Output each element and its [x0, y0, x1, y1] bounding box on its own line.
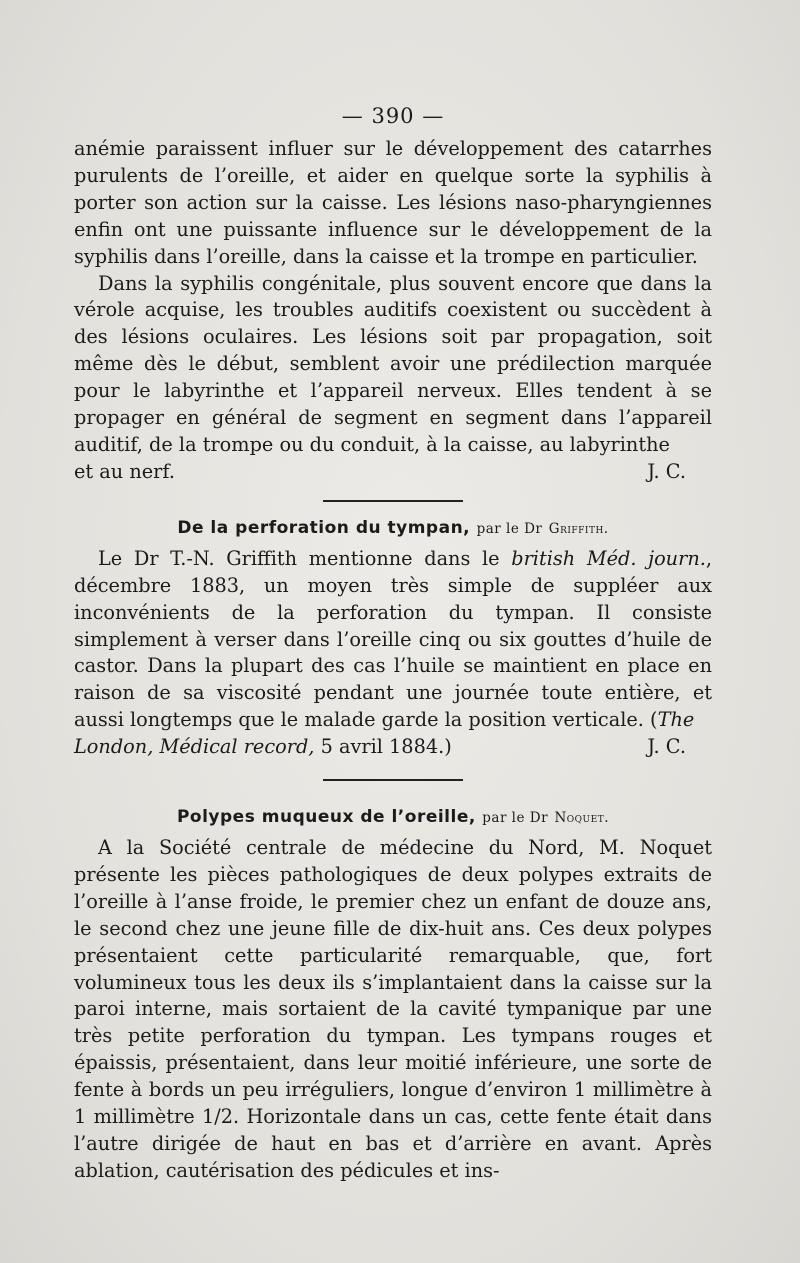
citation-date: 5 avril 1884.): [314, 735, 452, 759]
griffith-text-b: , décembre 1883, un moyen très simple de suppléer aux inconvénients de la perforation du tympan. Il consiste simplement à verser dans l’oreille cinq ou six gouttes d’huile de castor. Dans la plupart des cas l’huile se maintient en place en raison de sa viscosité pendant une journée toute entière, et aussi longtemps que le malade garde la position verticale. (: [74, 546, 713, 732]
section-heading-perforation: [74, 518, 712, 538]
section-title-polypes: Polypes muqueux de l’oreille,: [176, 807, 476, 828]
signature-jc-1: J. C.: [647, 459, 686, 483]
paragraph-syphilis-congenitale: Dans la syphilis congénitale, plus souvent encore que dans la vérole acquise, les troubles auditifs coexistent ou succèdent à des lésions oculaires. Les lésions soit par propagation, soit même dès le début, semblent avoir une prédilection marquée pour le labyrinthe et l’appareil nerveux. Elles tendent à se propager en général de segment en segment dans l’appareil auditif, de la trompe ou du conduit, à la caisse, au labyrinthe: [74, 271, 712, 456]
section-divider-2: [323, 779, 463, 781]
journal-london-record: London, Médical record,: [74, 735, 315, 759]
page-content: [74, 104, 712, 1185]
section-byline-2: par le Dr: [482, 810, 549, 827]
citation-line: [74, 734, 452, 761]
signature-line-2: [74, 734, 712, 761]
signature-line-1: [74, 459, 712, 486]
griffith-text-a: Le Dr T.-N. Griffith mentionne dans le: [98, 546, 512, 570]
section-title-perforation: De la perforation du tympan,: [177, 517, 471, 538]
section-heading-polypes: [74, 807, 712, 827]
page-number: — 390 —: [341, 104, 445, 128]
section-author-noquet: Noquet.: [554, 810, 610, 827]
journal-title: british Méd. journ.: [511, 546, 706, 570]
paragraph-griffith: [74, 546, 712, 734]
section-divider-1: [323, 500, 463, 502]
signature-jc-2: J. C.: [647, 735, 686, 759]
paragraph-anemie: anémie paraissent influer sur le développement des catarrhes purulents de l’oreille, et aider en quelque sorte la syphilis à porter son action sur la caisse. Les lésions naso-pharyngiennes enfin ont une puissante influence sur le développement de la syphilis dans l’oreille, dans la caisse et la trompe en particulier.: [74, 137, 712, 268]
section-byline-1: par le Dr: [476, 520, 543, 537]
section-author-griffith: Griffith.: [548, 520, 609, 537]
paragraph-end-line: et au nerf.: [74, 459, 175, 483]
journal-the: The: [657, 708, 695, 732]
paragraph-noquet: A la Société centrale de médecine du Nord, M. Noquet présente les pièces pathologiques de deux polypes extraits de l’oreille à l’anse froide, le premier chez un enfant de douze ans, le second chez une jeune fille de dix-huit ans. Ces deux polypes présentaient cette particularité remarquable, que, fort volumineux tous les deux ils s’implantaient dans la caisse sur la paroi interne, mais sortaient de la cavité tympanique par une très petite perforation du tympan. Les tympans rouges et épaissis, présentaient, dans leur moitié inférieure, une sorte de fente à bords un peu irréguliers, longue d’environ 1 millimètre à 1 millimètre 1/2. Horizontale dans un cas, cette fente était dans l’autre dirigée de haut en bas et d’arrière en avant. Après ablation, cautérisation des pédicules et ins-: [74, 836, 712, 1182]
